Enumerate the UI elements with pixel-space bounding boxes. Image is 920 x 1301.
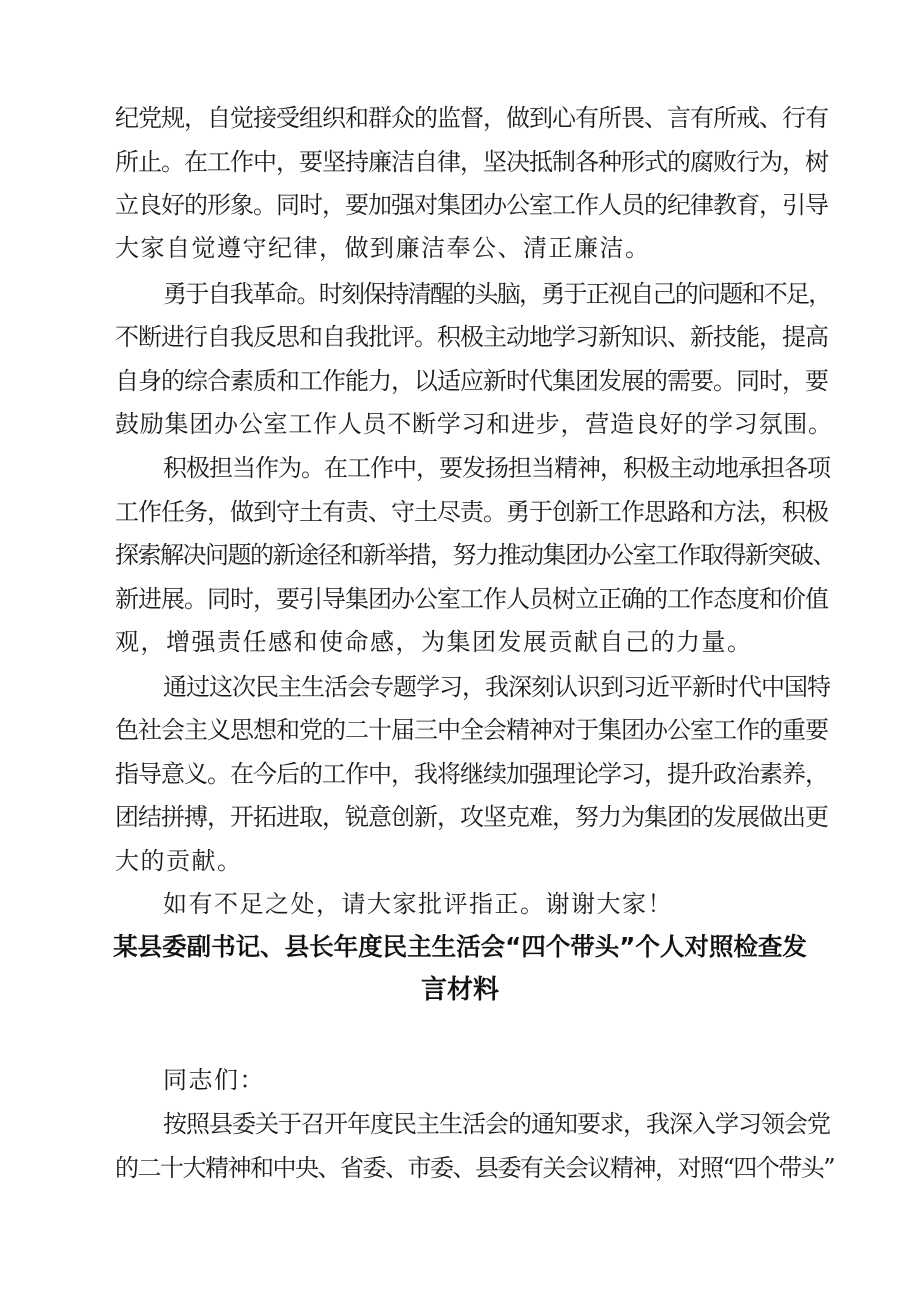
paragraph-line: 所止。在工作中，要坚持廉洁自律，坚决抵制各种形式的腐败行为，树: [115, 148, 828, 176]
document-title-continued: 言材料: [420, 975, 499, 1005]
paragraph-line: 通过这次民主生活会专题学习，我深刻认识到习近平新时代中国特: [163, 673, 830, 701]
paragraph-line: 按照县委关于召开年度民主生活会的通知要求，我深入学习领会党: [163, 1110, 830, 1138]
paragraph-line: 积极担当作为。在工作中，要发扬担当精神，积极主动地承担各项: [163, 454, 830, 482]
paragraph-line: 新进展。同时，要引导集团办公室工作人员树立正确的工作态度和价值: [115, 585, 828, 613]
paragraph-line: 观，增强责任感和使命感，为集团发展贡献自己的力量。: [115, 628, 753, 656]
paragraph-line: 立良好的形象。同时，要加强对集团办公室工作人员的纪律教育，引导: [115, 191, 828, 219]
paragraph-line: 不断进行自我反思和自我批评。积极主动地学习新知识、新技能，提高: [115, 323, 828, 351]
paragraph-line: 指导意义。在今后的工作中，我将继续加强理论学习，提升政治素养，: [115, 760, 828, 788]
paragraph-line: 大的贡献。: [115, 847, 243, 875]
paragraph-line: 工作任务，做到守土有责、守土尽责。勇于创新工作思路和方法，积极: [115, 498, 828, 526]
paragraph-line: 团结拼搏，开拓进取，锐意创新，攻坚克难，努力为集团的发展做出更: [115, 803, 828, 831]
paragraph-line: 勇于自我革命。时刻保持清醒的头脑，勇于正视自己的问题和不足，: [163, 280, 831, 308]
document-title: 某县委副书记、县长年度民主生活会“四个带头”个人对照检查发: [113, 932, 807, 961]
closing-line: 如有不足之处，请大家批评指正。谢谢大家！: [163, 890, 673, 918]
paragraph-line: 探索解决问题的新途径和新举措，努力推动集团办公室工作取得新突破、: [115, 541, 835, 569]
paragraph-line: 自身的综合素质和工作能力，以适应新时代集团发展的需要。同时，要: [115, 367, 828, 395]
salutation: 同志们：: [163, 1066, 265, 1094]
paragraph-line: 的二十大精神和中央、省委、市委、县委有关会议精神，对照“四个带头”: [115, 1154, 835, 1182]
paragraph-line: 纪党规，自觉接受组织和群众的监督，做到心有所畏、言有所戒、行有: [115, 104, 828, 132]
paragraph-line: 鼓励集团办公室工作人员不断学习和进步，营造良好的学习氛围。: [115, 410, 833, 438]
paragraph-line: 色社会主义思想和党的二十届三中全会精神对于集团办公室工作的重要: [115, 716, 828, 744]
paragraph-line: 大家自觉遵守纪律，做到廉洁奉公、清正廉洁。: [115, 234, 651, 262]
